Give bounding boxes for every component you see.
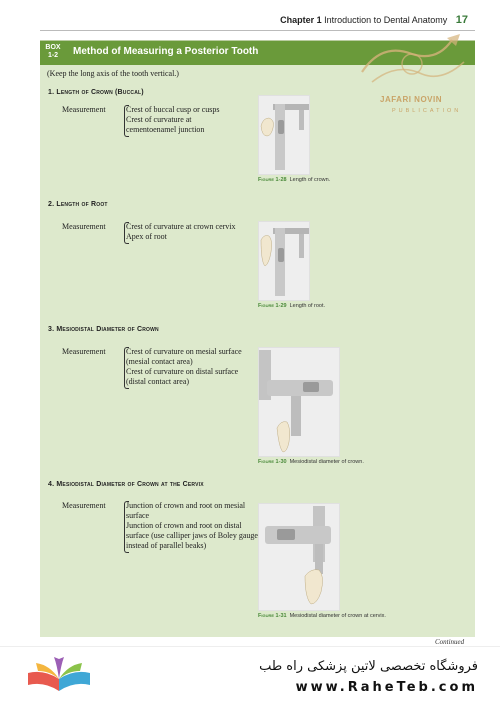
measurement-line: surface (use calliper jaws of Boley gauge (126, 531, 258, 540)
open-book-icon (24, 655, 94, 695)
figure-caption-text: Mesiodistal diameter of crown. (289, 459, 364, 465)
section-heading: 2. Length of Root (48, 201, 108, 208)
figure-image (258, 347, 340, 457)
page-number: 17 (455, 14, 468, 26)
figure-caption (258, 177, 330, 183)
box-number-value: 1-2 (47, 52, 59, 59)
measurement-line: cementoenamel junction (126, 125, 205, 134)
measurement-line: Crest of curvature on mesial surface (126, 347, 242, 356)
header-rule (40, 30, 475, 31)
chapter-title: Introduction to Dental Anatomy (324, 15, 448, 25)
figure-number: Figure 1-31 (258, 613, 287, 619)
measurement-label: Measurement (62, 222, 106, 231)
measurement-line: Crest of buccal cusp or cusps (126, 105, 220, 114)
watermark-name: JAFARI NOVIN (380, 95, 443, 104)
footer-banner (0, 646, 500, 701)
measurement-line: (mesial contact area) (126, 357, 193, 366)
section-heading: 3. Mesiodistal Diameter of Crown (48, 326, 159, 333)
measurement-label: Measurement (62, 501, 106, 510)
box-title: Method of Measuring a Posterior Tooth (73, 46, 259, 57)
measurement-lines (126, 501, 261, 551)
box-label: BOX (45, 44, 61, 51)
measurement-line: (distal contact area) (126, 377, 190, 386)
figure-number: Figure 1-28 (258, 177, 287, 183)
box-number (40, 44, 66, 60)
measurement-label: Measurement (62, 347, 106, 356)
measurement-line: Crest of curvature at (126, 115, 192, 124)
watermark-subtitle: PUBLICATION (392, 108, 462, 114)
figure-image (258, 95, 310, 175)
measurement-lines (126, 222, 256, 242)
measurement-line: Crest of curvature on distal surface (126, 367, 239, 376)
figure-image (258, 221, 310, 301)
section-heading: 1. Length of Crown (Buccal) (48, 89, 144, 96)
figure-caption (258, 303, 325, 309)
caliper-tooth-icon (259, 504, 339, 610)
caliper-tooth-icon (259, 222, 309, 300)
measurement-line: Apex of root (126, 232, 167, 241)
figure-number: Figure 1-29 (258, 303, 287, 309)
measurement-line: surface (126, 511, 150, 520)
caliper-tooth-icon (259, 96, 309, 174)
footer-store-name: فروشگاه تخصصی لاتین پزشکی راه طب (259, 659, 478, 674)
figure-image (258, 503, 340, 611)
continued-note: Continued (435, 638, 465, 646)
box-note: (Keep the long axis of the tooth vertical.) (47, 69, 179, 78)
section-heading: 4. Mesiodistal Diameter of Crown at the Cervix (48, 481, 204, 488)
figure-caption-text: Mesiodistal diameter of crown at cervix. (289, 613, 386, 619)
publisher-logo-icon (352, 32, 472, 92)
figure-caption (258, 613, 386, 619)
measurement-label: Measurement (62, 105, 106, 114)
caliper-tooth-icon (259, 348, 339, 456)
measurement-line: instead of parallel beaks) (126, 541, 207, 550)
figure-number: Figure 1-30 (258, 459, 287, 465)
measurement-line: Crest of curvature at crown cervix (126, 222, 236, 231)
footer-url[interactable]: www.RaheTeb.com (295, 680, 478, 695)
measurement-lines (126, 105, 256, 135)
figure-caption (258, 459, 364, 465)
measurement-line: Junction of crown and root on mesial (126, 501, 246, 510)
figure-caption-text: Length of crown. (289, 177, 331, 183)
figure-caption-text: Length of root. (289, 303, 326, 309)
running-head (0, 14, 468, 30)
chapter-label: Chapter 1 (280, 15, 322, 25)
measurement-lines (126, 347, 256, 387)
measurement-line: Junction of crown and root on distal (126, 521, 242, 530)
box-panel (40, 40, 475, 637)
